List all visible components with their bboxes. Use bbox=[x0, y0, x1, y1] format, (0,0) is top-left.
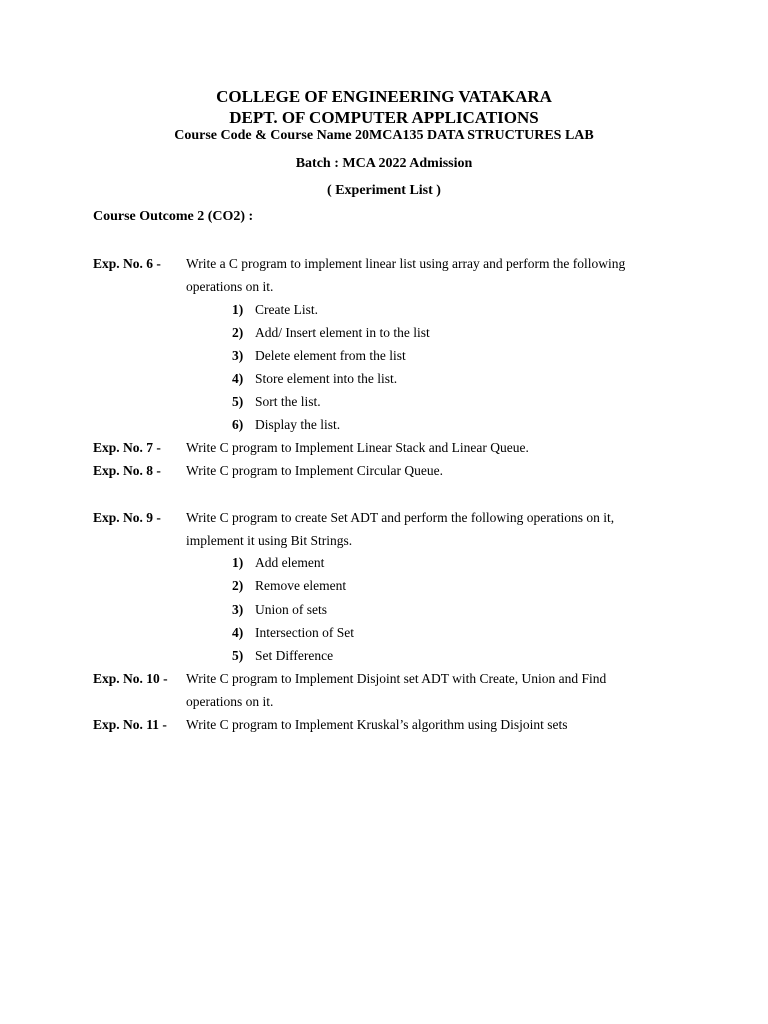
exp-6-item bbox=[232, 324, 430, 341]
exp-9-item bbox=[232, 647, 333, 664]
exp-6-text-line-1: Write a C program to implement linear list using array and perform the following bbox=[186, 256, 626, 271]
exp-8-text: Write C program to Implement Circular Queue. bbox=[186, 463, 444, 478]
item-number: 4) bbox=[232, 625, 244, 640]
item-text: Union of sets bbox=[255, 602, 327, 617]
exp-10-text-line-1: Write C program to Implement Disjoint set ADT with Create, Union and Find bbox=[186, 671, 607, 686]
item-text: Remove element bbox=[255, 578, 347, 593]
exp-11-label: Exp. No. 11 - bbox=[93, 717, 167, 732]
exp-6-item bbox=[232, 347, 406, 364]
item-number: 5) bbox=[232, 394, 244, 409]
exp-6-text-line-2: operations on it. bbox=[186, 279, 274, 294]
item-text: Store element into the list. bbox=[255, 371, 398, 386]
exp-9-item bbox=[232, 554, 324, 571]
exp-9-text-line-2: implement it using Bit Strings. bbox=[186, 533, 353, 548]
item-text: Display the list. bbox=[255, 417, 341, 432]
exp-7-text: Write C program to Implement Linear Stack and Linear Queue. bbox=[186, 440, 529, 455]
exp-6-item bbox=[232, 416, 340, 433]
item-text: Set Difference bbox=[255, 648, 334, 663]
item-text: Delete element from the list bbox=[255, 348, 406, 363]
exp-9-label: Exp. No. 9 - bbox=[93, 510, 161, 525]
item-number: 2) bbox=[232, 325, 244, 340]
item-number: 1) bbox=[232, 302, 244, 317]
item-number: 2) bbox=[232, 578, 244, 593]
exp-10-text-line-2: operations on it. bbox=[186, 694, 274, 709]
course-title: Course Code & Course Name 20MCA135 DATA STRUCTURES LAB bbox=[174, 128, 594, 143]
item-number: 6) bbox=[232, 417, 244, 432]
course-outcome-heading: Course Outcome 2 (CO2) : bbox=[93, 209, 254, 224]
exp-10-label: Exp. No. 10 - bbox=[93, 671, 168, 686]
exp-7-label: Exp. No. 7 - bbox=[93, 440, 161, 455]
item-number: 3) bbox=[232, 602, 244, 617]
experiment-list-title: ( Experiment List ) bbox=[327, 183, 441, 198]
item-text: Add/ Insert element in to the list bbox=[255, 325, 430, 340]
item-number: 3) bbox=[232, 348, 244, 363]
item-text: Sort the list. bbox=[255, 394, 321, 409]
exp-11-text: Write C program to Implement Kruskal’s algorithm using Disjoint sets bbox=[186, 717, 568, 732]
item-text: Add element bbox=[255, 555, 325, 570]
exp-6-item bbox=[232, 301, 318, 318]
exp-9-item bbox=[232, 601, 327, 618]
item-number: 4) bbox=[232, 371, 244, 386]
item-text: Create List. bbox=[255, 302, 318, 317]
exp-9-item bbox=[232, 624, 354, 641]
item-number: 5) bbox=[232, 648, 244, 663]
item-number: 1) bbox=[232, 555, 244, 570]
exp-6-item bbox=[232, 370, 397, 387]
exp-9-text-line-1: Write C program to create Set ADT and perform the following operations on it, bbox=[186, 510, 615, 525]
item-text: Intersection of Set bbox=[255, 625, 354, 640]
exp-6-item bbox=[232, 393, 321, 410]
college-title: COLLEGE OF ENGINEERING VATAKARA bbox=[216, 87, 552, 106]
department-title: DEPT. OF COMPUTER APPLICATIONS bbox=[229, 108, 539, 127]
exp-8-label: Exp. No. 8 - bbox=[93, 463, 161, 478]
exp-6-label: Exp. No. 6 - bbox=[93, 256, 161, 271]
exp-9-item bbox=[232, 577, 346, 594]
batch-line: Batch : MCA 2022 Admission bbox=[295, 156, 473, 171]
